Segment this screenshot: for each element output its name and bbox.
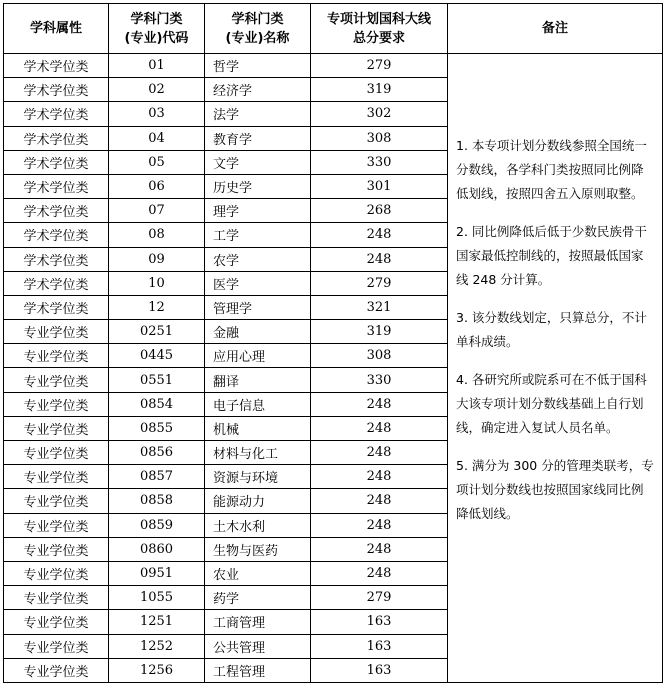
cell-score: 308 (311, 344, 448, 368)
cell-attr: 学术学位类 (4, 295, 109, 319)
note-item: 3. 该分数线划定，只算总分，不计单科成绩。 (456, 310, 647, 349)
cell-code: 10 (109, 271, 205, 295)
cell-code: 1252 (109, 634, 205, 658)
cell-score: 248 (311, 416, 448, 440)
header-note: 备注 (448, 4, 663, 54)
cell-attr: 学术学位类 (4, 54, 109, 78)
cell-code: 0854 (109, 392, 205, 416)
cell-code: 0855 (109, 416, 205, 440)
score-table (3, 3, 663, 683)
cell-attr: 专业学位类 (4, 441, 109, 465)
cell-score: 279 (311, 271, 448, 295)
header-name: 学科门类 (专业)名称 (205, 4, 311, 54)
cell-code: 12 (109, 295, 205, 319)
cell-name: 材料与化工 (205, 441, 311, 465)
cell-score: 330 (311, 368, 448, 392)
cell-code: 0860 (109, 537, 205, 561)
cell-name: 土木水利 (205, 513, 311, 537)
cell-name: 资源与环境 (205, 465, 311, 489)
table-row (4, 54, 663, 78)
cell-code: 0857 (109, 465, 205, 489)
cell-score: 330 (311, 150, 448, 174)
cell-attr: 专业学位类 (4, 561, 109, 585)
cell-code: 0856 (109, 441, 205, 465)
notes-cell (448, 54, 663, 683)
cell-attr: 专业学位类 (4, 610, 109, 634)
cell-code: 0858 (109, 489, 205, 513)
cell-code: 03 (109, 102, 205, 126)
cell-code: 04 (109, 126, 205, 150)
note-item: 4. 各研究所或院系可在不低于国科大该专项计划分数线基础上自行划线，确定进入复试人员名单。 (456, 372, 647, 435)
cell-code: 0859 (109, 513, 205, 537)
cell-code: 0551 (109, 368, 205, 392)
cell-attr: 专业学位类 (4, 320, 109, 344)
note-item: 2. 同比例降低后低于少数民族骨干国家最低控制线的，按照最低国家线 248 分计算。 (456, 224, 647, 287)
cell-score: 248 (311, 392, 448, 416)
cell-score: 302 (311, 102, 448, 126)
cell-code: 05 (109, 150, 205, 174)
cell-code: 07 (109, 199, 205, 223)
cell-attr: 专业学位类 (4, 537, 109, 561)
cell-name: 医学 (205, 271, 311, 295)
cell-name: 电子信息 (205, 392, 311, 416)
cell-code: 08 (109, 223, 205, 247)
cell-attr: 学术学位类 (4, 102, 109, 126)
cell-attr: 专业学位类 (4, 392, 109, 416)
header-score: 专项计划国科大线 总分要求 (311, 4, 448, 54)
header-attr: 学科属性 (4, 4, 109, 54)
cell-name: 应用心理 (205, 344, 311, 368)
cell-attr: 专业学位类 (4, 368, 109, 392)
cell-score: 319 (311, 78, 448, 102)
cell-score: 248 (311, 489, 448, 513)
cell-name: 翻译 (205, 368, 311, 392)
header-code: 学科门类 (专业)代码 (109, 4, 205, 54)
cell-name: 理学 (205, 199, 311, 223)
cell-code: 0951 (109, 561, 205, 585)
cell-attr: 学术学位类 (4, 271, 109, 295)
cell-code: 06 (109, 174, 205, 198)
cell-score: 308 (311, 126, 448, 150)
cell-code: 1251 (109, 610, 205, 634)
cell-code: 09 (109, 247, 205, 271)
cell-score: 248 (311, 247, 448, 271)
cell-score: 248 (311, 513, 448, 537)
cell-attr: 学术学位类 (4, 223, 109, 247)
cell-score: 248 (311, 561, 448, 585)
cell-name: 教育学 (205, 126, 311, 150)
cell-name: 经济学 (205, 78, 311, 102)
score-table-container (3, 3, 663, 683)
note-item: 5. 满分为 300 分的管理类联考，专项计划分数线也按照国家线同比例降低划线。 (456, 458, 654, 521)
cell-attr: 专业学位类 (4, 658, 109, 682)
cell-name: 工学 (205, 223, 311, 247)
cell-code: 1055 (109, 586, 205, 610)
cell-score: 163 (311, 658, 448, 682)
cell-attr: 专业学位类 (4, 586, 109, 610)
cell-attr: 学术学位类 (4, 150, 109, 174)
cell-attr: 专业学位类 (4, 634, 109, 658)
cell-code: 02 (109, 78, 205, 102)
cell-name: 公共管理 (205, 634, 311, 658)
cell-score: 163 (311, 634, 448, 658)
table-body (4, 54, 663, 683)
cell-score: 279 (311, 54, 448, 78)
cell-name: 金融 (205, 320, 311, 344)
cell-score: 319 (311, 320, 448, 344)
note-item: 1. 本专项计划分数线参照全国统一分数线，各学科门类按照同比例降低划线，按照四舍五入原则取整。 (456, 138, 647, 201)
cell-score: 248 (311, 223, 448, 247)
cell-name: 工程管理 (205, 658, 311, 682)
cell-attr: 专业学位类 (4, 513, 109, 537)
cell-attr: 学术学位类 (4, 199, 109, 223)
cell-name: 管理学 (205, 295, 311, 319)
cell-score: 163 (311, 610, 448, 634)
cell-name: 工商管理 (205, 610, 311, 634)
cell-name: 农业 (205, 561, 311, 585)
cell-score: 248 (311, 537, 448, 561)
cell-name: 能源动力 (205, 489, 311, 513)
cell-attr: 学术学位类 (4, 126, 109, 150)
cell-name: 哲学 (205, 54, 311, 78)
cell-attr: 专业学位类 (4, 416, 109, 440)
cell-score: 321 (311, 295, 448, 319)
cell-attr: 学术学位类 (4, 247, 109, 271)
cell-attr: 学术学位类 (4, 174, 109, 198)
cell-name: 农学 (205, 247, 311, 271)
cell-code: 0251 (109, 320, 205, 344)
cell-attr: 专业学位类 (4, 465, 109, 489)
cell-name: 生物与医药 (205, 537, 311, 561)
cell-code: 1256 (109, 658, 205, 682)
cell-attr: 专业学位类 (4, 489, 109, 513)
cell-score: 279 (311, 586, 448, 610)
cell-attr: 学术学位类 (4, 78, 109, 102)
cell-name: 法学 (205, 102, 311, 126)
cell-attr: 专业学位类 (4, 344, 109, 368)
cell-name: 机械 (205, 416, 311, 440)
cell-name: 药学 (205, 586, 311, 610)
cell-score: 248 (311, 465, 448, 489)
cell-name: 文学 (205, 150, 311, 174)
cell-name: 历史学 (205, 174, 311, 198)
header-row (4, 4, 663, 54)
cell-score: 301 (311, 174, 448, 198)
cell-code: 0445 (109, 344, 205, 368)
cell-code: 01 (109, 54, 205, 78)
cell-score: 248 (311, 441, 448, 465)
cell-score: 268 (311, 199, 448, 223)
